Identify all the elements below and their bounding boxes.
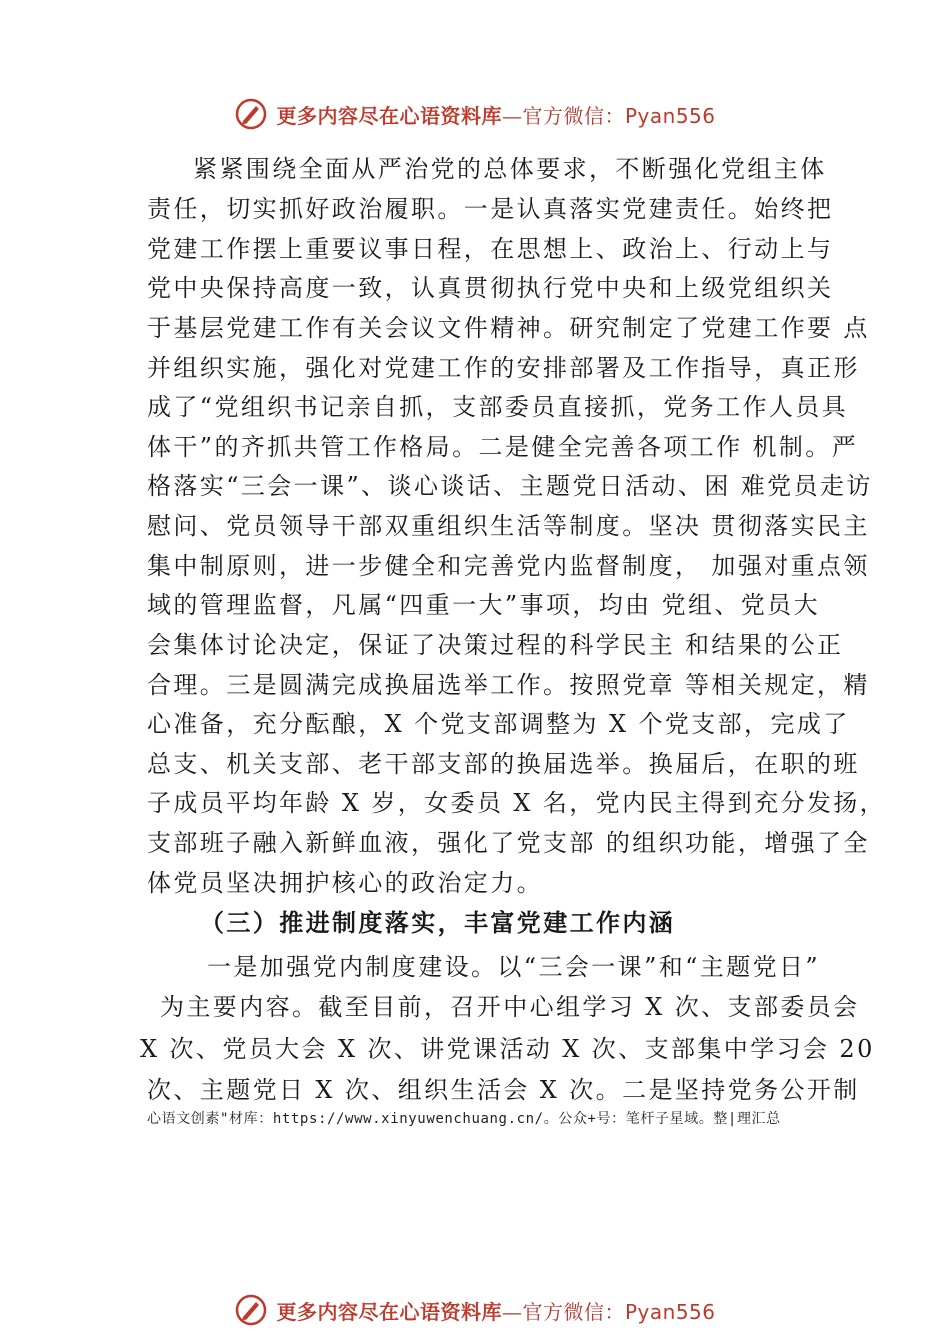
text-line: 体干”的齐抓共管工作格局。二是健全完善各项工作 机制。严 <box>147 433 859 461</box>
text-line: 总支、机关支部、老干部支部的换届选举。换届后，在职的班 <box>147 750 860 778</box>
watermark-text: 更多内容尽在心语资料库—官方微信：Pyan556 <box>276 1299 716 1324</box>
text-line: 支部班子融入新鲜血液，强化了党支部 的组织功能，增强了全 <box>147 829 870 857</box>
text-line: 责任，切实抓好政治履职。一是认真落实党建责任。始终把 <box>147 195 834 223</box>
watermark-text: 更多内容尽在心语资料库—官方微信：Pyan556 <box>276 103 716 128</box>
source-note: 心语文创素"材库：https://www.xinyuwenchuang.cn/。公众+号：笔杆子星域。整|理汇总 <box>147 1111 781 1127</box>
text-line: 成了“党组织书记亲自抓，支部委员直接抓，党务工作人员具 <box>147 393 849 421</box>
watermark-banner-top <box>0 94 950 134</box>
text-line: 次、主题党日 X 次、组织生活会 X 次。二是坚持党务公开制 <box>147 1076 860 1104</box>
text-line: X 次、党员大会 X 次、讲党课活动 X 次、支部集中学习会 20 <box>140 1035 875 1063</box>
text-line: 域的管理监督，凡属“四重一大”事项，均由 党组、党员大 <box>147 591 820 619</box>
text-line: 党建工作摆上重要议事日程，在思想上、政治上、行动上与 <box>147 235 834 263</box>
text-line: 心准备，充分酝酿，X 个党支部调整为 X 个党支部，完成了 <box>147 710 850 738</box>
text-line: 格落实“三会一课”、谈心谈话、主题党日活动、困 难党员走访 <box>147 472 873 500</box>
section-heading: （三）推进制度落实，丰富党建工作内涵 <box>200 908 676 937</box>
pen-circle-logo <box>234 97 268 131</box>
text-line: 集中制原则，进一步健全和完善党内监督制度， 加强对重点领 <box>147 552 870 580</box>
text-line: 体党员坚决拥护核心的政治定力。 <box>147 869 543 897</box>
text-line: 会集体讨论决定，保证了决策过程的科学民主 和结果的公正 <box>147 631 844 659</box>
text-line: 党中央保持高度一致，认真贯彻执行党中央和上级党组织关 <box>147 274 834 302</box>
text-line: 为主要内容。截至目前，召开中心组学习 X 次、支部委员会 <box>160 993 860 1021</box>
text-line: 合理。三是圆满完成换届选举工作。按照党章 等相关规定，精 <box>147 671 870 699</box>
text-line: 子成员平均年龄 X 岁，女委员 X 名，党内民主得到充分发扬， <box>147 789 887 817</box>
pen-circle-logo <box>234 1293 268 1327</box>
text-line: 于基层党建工作有关会议文件精神。研究制定了党建工作要 点 <box>147 314 870 342</box>
text-line: 慰问、党员领导干部双重组织生活等制度。坚决 贯彻落实民主 <box>147 512 870 540</box>
text-line: 一是加强党内制度建设。以“三会一课”和“主题党日” <box>207 953 821 981</box>
watermark-banner-bottom <box>0 1290 950 1330</box>
text-line: 并组织实施，强化对党建工作的安排部署及工作指导，真正形 <box>147 354 860 382</box>
text-line: 紧紧围绕全面从严治党的总体要求，不断强化党组主体 <box>193 155 827 183</box>
